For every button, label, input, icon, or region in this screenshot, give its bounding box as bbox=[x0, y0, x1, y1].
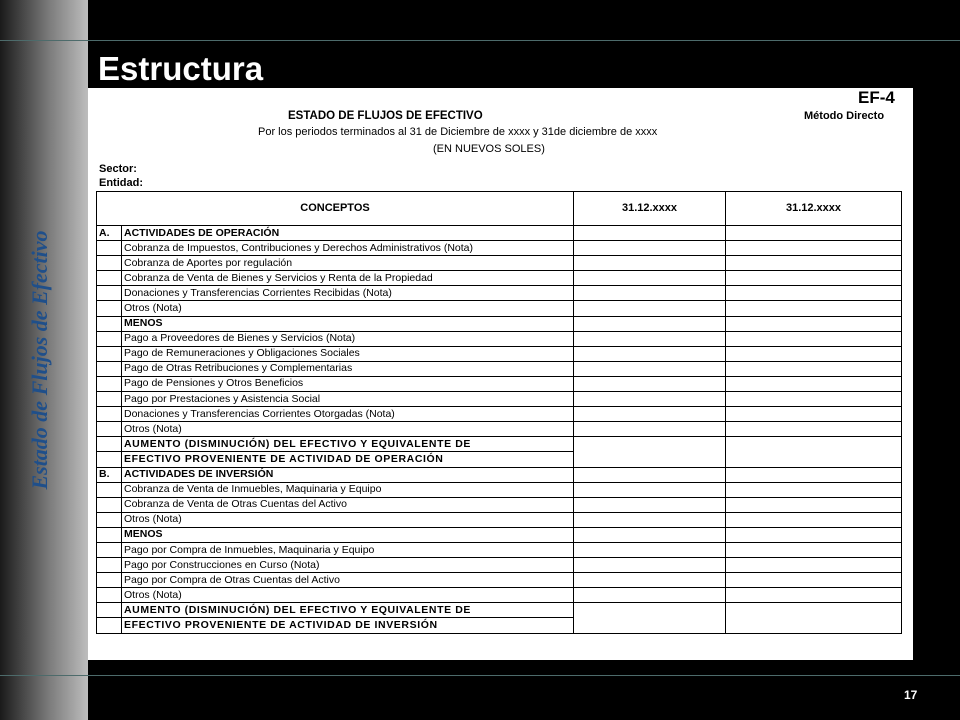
row-blank-cell bbox=[97, 527, 122, 542]
row-blank-cell bbox=[97, 331, 122, 346]
value-cell[interactable] bbox=[574, 301, 726, 316]
value-cell[interactable] bbox=[726, 241, 902, 256]
concept-label: Otros (Nota) bbox=[122, 588, 574, 603]
row-blank-cell bbox=[97, 588, 122, 603]
value-cell[interactable] bbox=[726, 301, 902, 316]
total-label-line1: AUMENTO (DISMINUCIÓN) DEL EFECTIVO Y EQUIVALENTE DE bbox=[122, 603, 574, 618]
header-period-2: 31.12.xxxx bbox=[726, 192, 902, 226]
table-row bbox=[97, 588, 902, 603]
value-cell[interactable] bbox=[574, 286, 726, 301]
value-cell[interactable] bbox=[726, 407, 902, 422]
concept-label: Pago de Otras Retribuciones y Complementarias bbox=[122, 361, 574, 376]
concept-label: Cobranza de Aportes por regulación bbox=[122, 256, 574, 271]
table-row bbox=[97, 573, 902, 588]
value-cell[interactable] bbox=[574, 361, 726, 376]
value-cell[interactable] bbox=[574, 482, 726, 497]
row-blank-cell bbox=[97, 452, 122, 467]
row-blank-cell bbox=[97, 573, 122, 588]
concept-label: Otros (Nota) bbox=[122, 512, 574, 527]
value-cell[interactable] bbox=[726, 542, 902, 557]
table-row bbox=[97, 331, 902, 346]
value-cell[interactable] bbox=[726, 392, 902, 407]
value-cell[interactable] bbox=[574, 226, 726, 241]
concept-label: Donaciones y Transferencias Corrientes Recibidas (Nota) bbox=[122, 286, 574, 301]
value-cell[interactable] bbox=[574, 558, 726, 573]
row-blank-cell bbox=[97, 618, 122, 633]
concept-label: Otros (Nota) bbox=[122, 422, 574, 437]
row-blank-cell bbox=[97, 301, 122, 316]
concept-label: Cobranza de Impuestos, Contribuciones y Derechos Administrativos (Nota) bbox=[122, 241, 574, 256]
entity-label: Entidad: bbox=[99, 177, 143, 189]
sector-label: Sector: bbox=[99, 163, 137, 175]
header-period-1: 31.12.xxxx bbox=[574, 192, 726, 226]
value-cell[interactable] bbox=[574, 467, 726, 482]
row-blank-cell bbox=[97, 407, 122, 422]
total-row bbox=[97, 603, 902, 618]
value-cell[interactable] bbox=[574, 271, 726, 286]
statement-currency: (EN NUEVOS SOLES) bbox=[433, 143, 545, 155]
row-blank-cell bbox=[97, 482, 122, 497]
value-cell[interactable] bbox=[574, 542, 726, 557]
concept-label: Cobranza de Venta de Inmuebles, Maquinaria y Equipo bbox=[122, 482, 574, 497]
form-code: EF-4 bbox=[858, 88, 895, 107]
value-cell[interactable] bbox=[574, 437, 726, 467]
page-title: Estructura bbox=[98, 50, 264, 87]
concept-label: Pago por Construcciones en Curso (Nota) bbox=[122, 558, 574, 573]
concept-label: Pago de Pensiones y Otros Beneficios bbox=[122, 376, 574, 391]
value-cell[interactable] bbox=[574, 241, 726, 256]
side-title: Estado de Flujos de Efectivo bbox=[27, 230, 52, 490]
row-blank-cell bbox=[97, 512, 122, 527]
row-blank-cell bbox=[97, 241, 122, 256]
value-cell[interactable] bbox=[574, 422, 726, 437]
concept-label: Otros (Nota) bbox=[122, 301, 574, 316]
value-cell[interactable] bbox=[726, 467, 902, 482]
table-row bbox=[97, 407, 902, 422]
value-cell[interactable] bbox=[574, 497, 726, 512]
section-title: ACTIVIDADES DE INVERSIÓN bbox=[122, 467, 574, 482]
value-cell[interactable] bbox=[726, 482, 902, 497]
value-cell[interactable] bbox=[574, 527, 726, 542]
bottom-divider bbox=[0, 675, 960, 676]
total-label-line2: EFECTIVO PROVENIENTE DE ACTIVIDAD DE INVERSIÓN bbox=[122, 618, 574, 633]
concept-label: Pago por Compra de Inmuebles, Maquinaria y Equipo bbox=[122, 542, 574, 557]
row-blank-cell bbox=[97, 422, 122, 437]
total-label-line2: EFECTIVO PROVENIENTE DE ACTIVIDAD DE OPERACIÓN bbox=[122, 452, 574, 467]
table-row bbox=[97, 256, 902, 271]
value-cell[interactable] bbox=[574, 603, 726, 633]
row-blank-cell bbox=[97, 286, 122, 301]
value-cell[interactable] bbox=[574, 331, 726, 346]
value-cell[interactable] bbox=[726, 316, 902, 331]
table-row bbox=[97, 316, 902, 331]
value-cell[interactable] bbox=[574, 346, 726, 361]
value-cell[interactable] bbox=[726, 512, 902, 527]
table-row bbox=[97, 346, 902, 361]
value-cell[interactable] bbox=[726, 573, 902, 588]
table-row bbox=[97, 558, 902, 573]
table-row bbox=[97, 361, 902, 376]
section-title: ACTIVIDADES DE OPERACIÓN bbox=[122, 226, 574, 241]
table-row bbox=[97, 497, 902, 512]
table-row bbox=[97, 392, 902, 407]
table-row bbox=[97, 542, 902, 557]
table-row bbox=[97, 422, 902, 437]
total-label-line1: AUMENTO (DISMINUCIÓN) DEL EFECTIVO Y EQUIVALENTE DE bbox=[122, 437, 574, 452]
concept-label: Cobranza de Venta de Otras Cuentas del Activo bbox=[122, 497, 574, 512]
row-blank-cell bbox=[97, 603, 122, 618]
concept-label: Pago por Compra de Otras Cuentas del Activo bbox=[122, 573, 574, 588]
row-blank-cell bbox=[97, 271, 122, 286]
table-body bbox=[97, 226, 902, 634]
value-cell[interactable] bbox=[726, 331, 902, 346]
value-cell[interactable] bbox=[726, 286, 902, 301]
row-blank-cell bbox=[97, 558, 122, 573]
row-blank-cell bbox=[97, 392, 122, 407]
value-cell[interactable] bbox=[726, 603, 902, 633]
value-cell[interactable] bbox=[726, 256, 902, 271]
section-letter: A. bbox=[97, 226, 122, 241]
row-blank-cell bbox=[97, 376, 122, 391]
table-row bbox=[97, 241, 902, 256]
value-cell[interactable] bbox=[574, 512, 726, 527]
value-cell[interactable] bbox=[726, 376, 902, 391]
value-cell[interactable] bbox=[726, 346, 902, 361]
value-cell[interactable] bbox=[726, 226, 902, 241]
concept-label: Donaciones y Transferencias Corrientes Otorgadas (Nota) bbox=[122, 407, 574, 422]
concept-label: Cobranza de Venta de Bienes y Servicios y Renta de la Propiedad bbox=[122, 271, 574, 286]
concept-label: Pago a Proveedores de Bienes y Servicios (Nota) bbox=[122, 331, 574, 346]
value-cell[interactable] bbox=[726, 558, 902, 573]
table-row bbox=[97, 271, 902, 286]
menos-label: MENOS bbox=[122, 527, 574, 542]
statement-sheet bbox=[88, 88, 913, 660]
table-row bbox=[97, 527, 902, 542]
value-cell[interactable] bbox=[726, 361, 902, 376]
row-blank-cell bbox=[97, 346, 122, 361]
value-cell[interactable] bbox=[726, 497, 902, 512]
statement-period: Por los periodos terminados al 31 de Diciembre de xxxx y 31de diciembre de xxxx bbox=[258, 126, 658, 138]
section-letter: B. bbox=[97, 467, 122, 482]
section-header-row bbox=[97, 467, 902, 482]
row-blank-cell bbox=[97, 316, 122, 331]
value-cell[interactable] bbox=[574, 407, 726, 422]
value-cell[interactable] bbox=[574, 392, 726, 407]
table-row bbox=[97, 301, 902, 316]
value-cell[interactable] bbox=[574, 256, 726, 271]
value-cell[interactable] bbox=[726, 271, 902, 286]
side-band bbox=[0, 0, 88, 720]
value-cell[interactable] bbox=[574, 376, 726, 391]
row-blank-cell bbox=[97, 497, 122, 512]
value-cell[interactable] bbox=[726, 527, 902, 542]
value-cell[interactable] bbox=[726, 588, 902, 603]
value-cell[interactable] bbox=[726, 422, 902, 437]
row-blank-cell bbox=[97, 361, 122, 376]
menos-label: MENOS bbox=[122, 316, 574, 331]
table-row bbox=[97, 482, 902, 497]
table-row bbox=[97, 286, 902, 301]
cash-flow-table bbox=[96, 191, 902, 634]
value-cell[interactable] bbox=[726, 437, 902, 467]
section-header-row bbox=[97, 226, 902, 241]
row-blank-cell bbox=[97, 542, 122, 557]
value-cell[interactable] bbox=[574, 573, 726, 588]
concept-label: Pago por Prestaciones y Asistencia Social bbox=[122, 392, 574, 407]
concept-label: Pago de Remuneraciones y Obligaciones Sociales bbox=[122, 346, 574, 361]
page-number: 17 bbox=[904, 688, 918, 702]
table-row bbox=[97, 376, 902, 391]
row-blank-cell bbox=[97, 437, 122, 452]
row-blank-cell bbox=[97, 256, 122, 271]
value-cell[interactable] bbox=[574, 588, 726, 603]
table-header-row bbox=[97, 192, 902, 226]
value-cell[interactable] bbox=[574, 316, 726, 331]
header-concepts: CONCEPTOS bbox=[97, 192, 574, 226]
top-divider bbox=[0, 40, 960, 41]
table-row bbox=[97, 512, 902, 527]
method-label: Método Directo bbox=[804, 110, 885, 122]
statement-title: ESTADO DE FLUJOS DE EFECTIVO bbox=[288, 110, 483, 122]
total-row bbox=[97, 437, 902, 452]
